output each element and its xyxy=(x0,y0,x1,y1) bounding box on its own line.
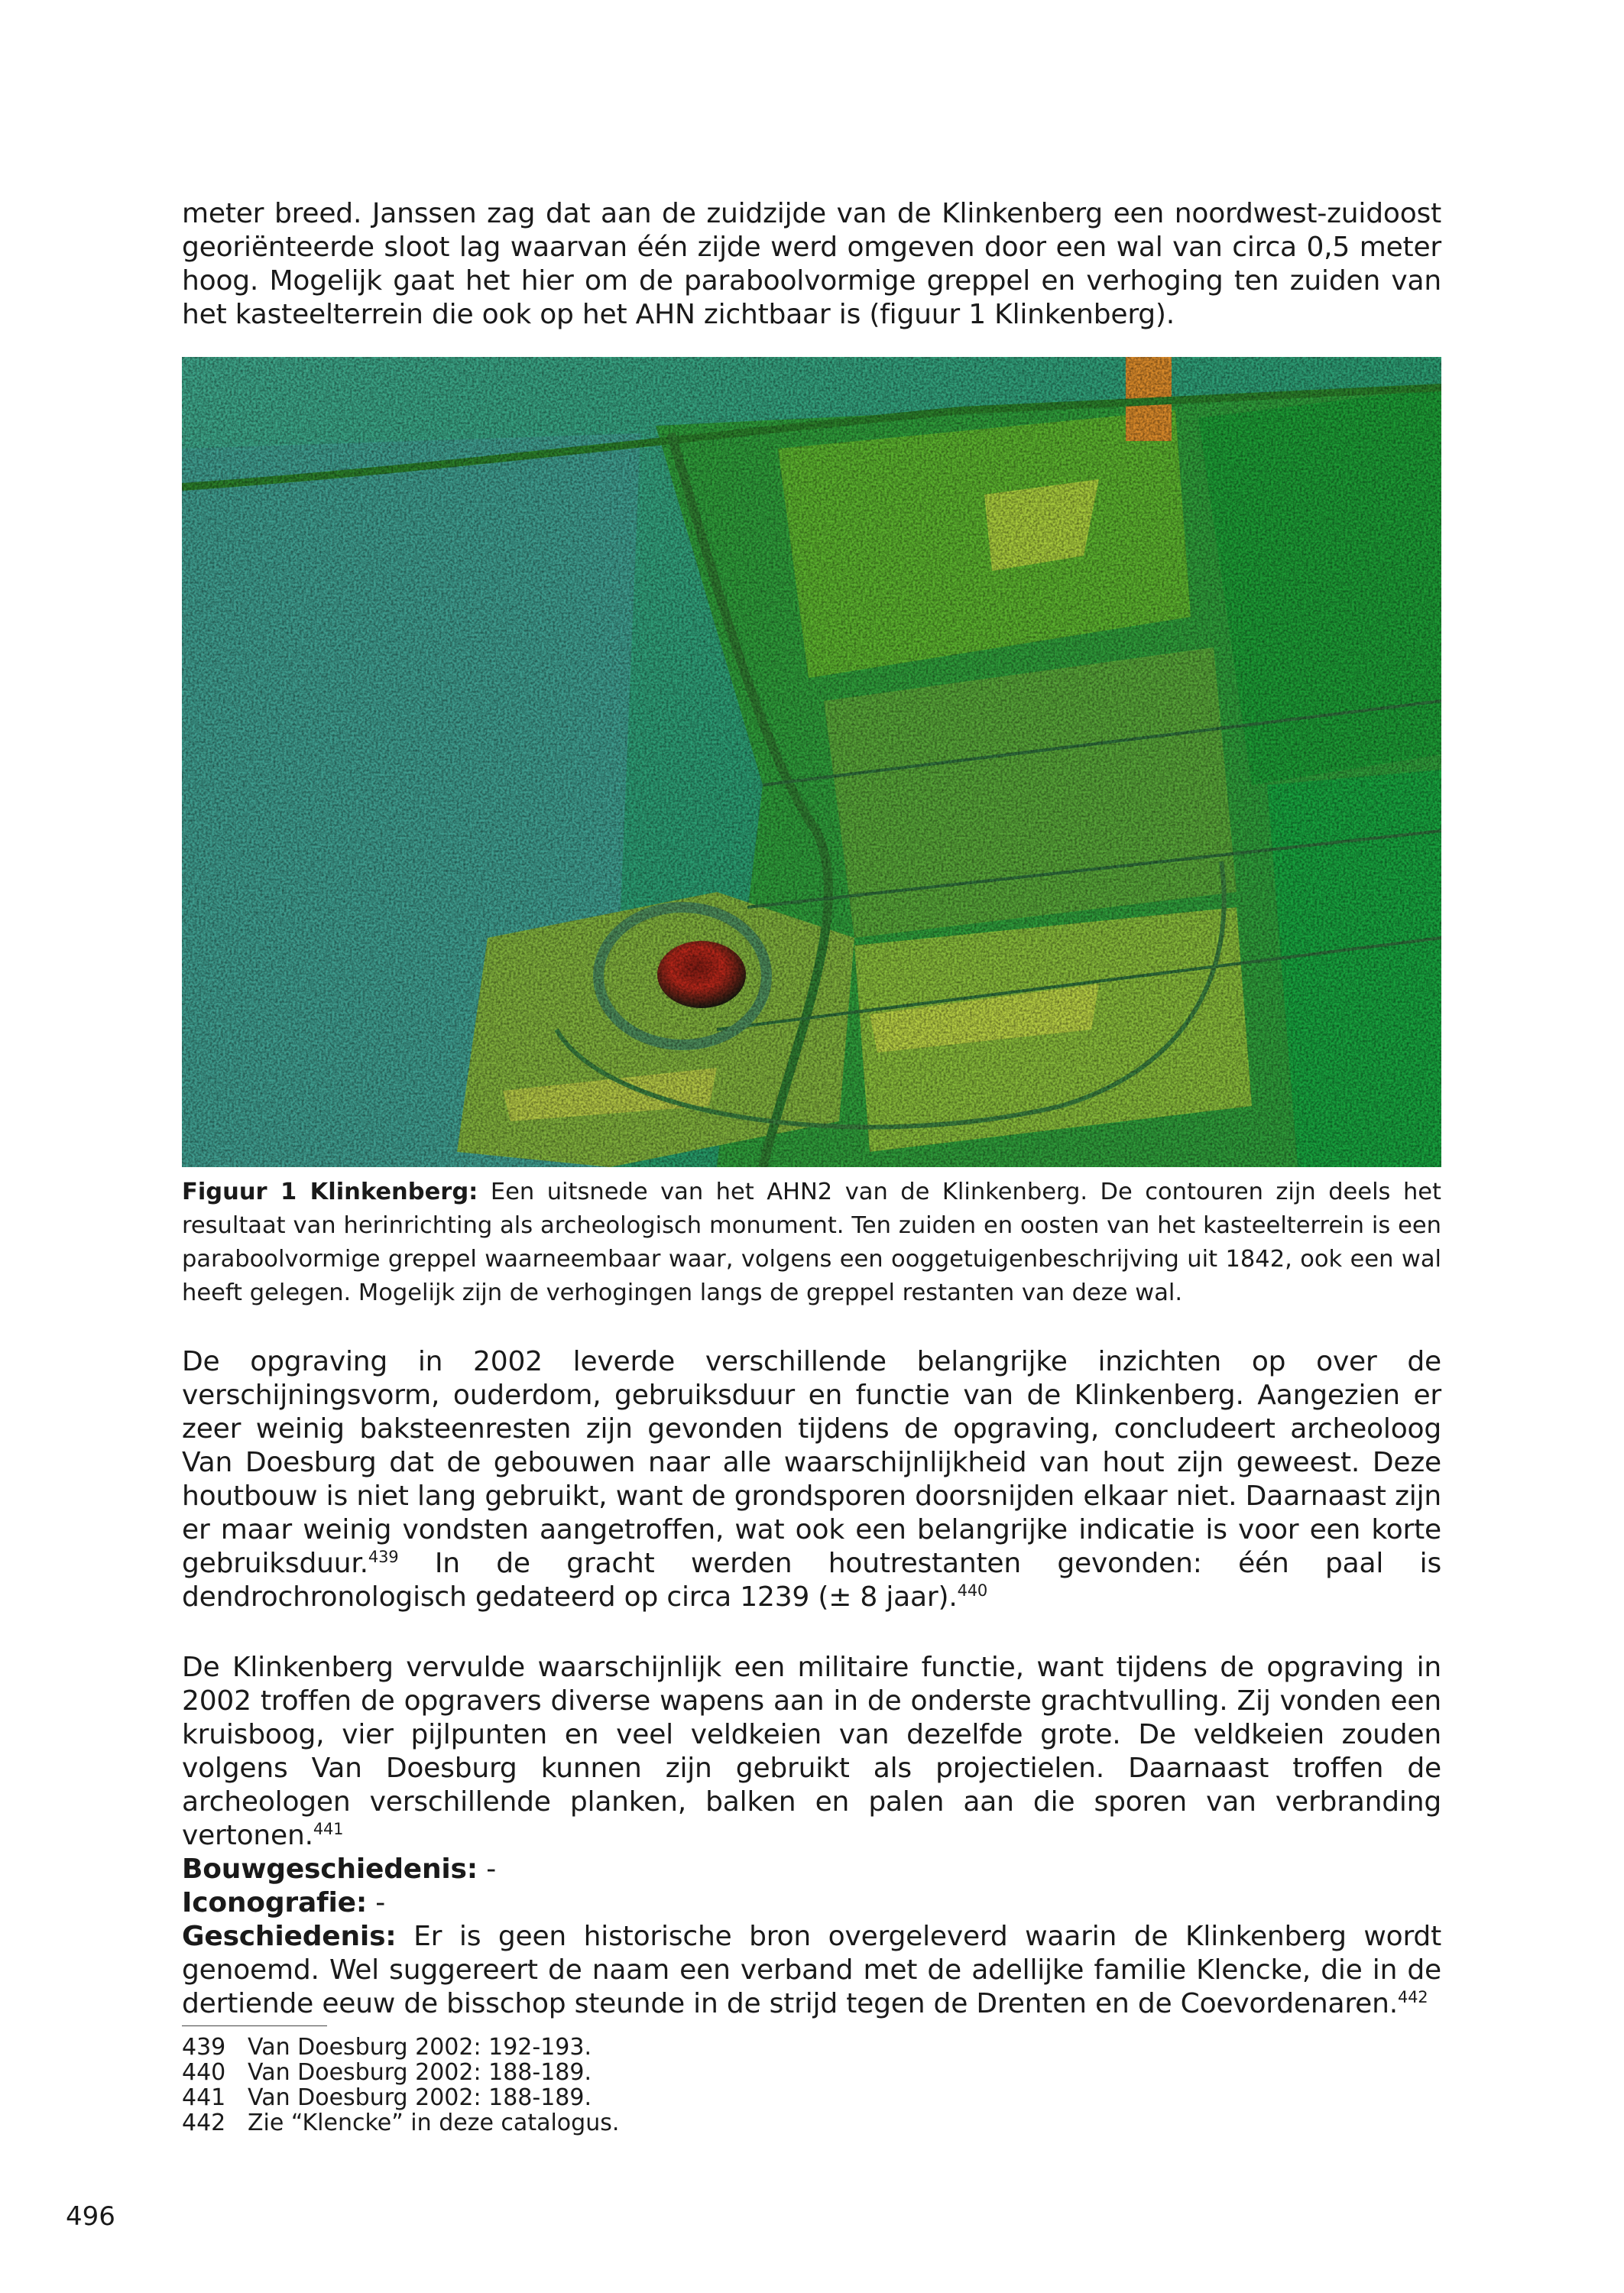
footnote xyxy=(182,2035,592,2060)
figure-caption xyxy=(182,1176,1441,1310)
paragraph-3-text: De Klinkenberg vervulde waarschijnlijk een militaire functie, want tijdens de opgraving in 2002 troffen de opgravers diverse wapens aan in de onderste grachtvulling. Zij vonden een kruisboog, vier pijlpunten en veel veldkeien van dezelfde grote. De veldkeien zouden volgens Van Doesburg kunnen zijn gebruikt als projectielen. Daarnaast troffen de archeologen verschillende planken, balken en palen aan die sporen van verbranding vertonen. xyxy=(182,1652,1441,1851)
iconografie-value: - xyxy=(367,1887,386,1918)
figure-label: Figuur 1 Klinkenberg: xyxy=(182,1179,478,1205)
footnote-number: 440 xyxy=(182,2059,226,2086)
bouwgeschiedenis-line xyxy=(182,1853,1441,1886)
footnote xyxy=(182,2085,592,2110)
paragraph-2-text-b: In de gracht werden houtrestanten gevonden: één paal is dendrochronologisch gedateerd op circa 1239 (± 8 jaar). xyxy=(182,1548,1441,1613)
geschiedenis-text: Er is geen historische bron overgeleverd waarin de Klinkenberg wordt genoemd. Wel suggereert de naam een verband met de adellijke familie Klencke, die in de dertiende eeuw de bisschop steunde in de strijd tegen de Drenten en de Coevordenaren. xyxy=(182,1921,1441,2019)
paragraph-2-text-a: De opgraving in 2002 leverde verschillende belangrijke inzichten op over de verschijningsvorm, ouderdom, gebruiksduur en functie van de Klinkenberg. Aangezien er zeer weinig baksteenresten zijn gevonden tijdens de opgraving, concludeert archeoloog Van Doesburg dat de gebouwen naar alle waarschijnlijkheid van hout zijn geweest. Deze houtbouw is niet lang gebruikt, want de grondsporen doorsnijden elkaar niet. Daarnaast zijn er maar weinig vondsten aangetroffen, wat ook een belangrijke indicatie is voor een korte gebruiksduur. xyxy=(182,1346,1441,1579)
intro-paragraph: meter breed. Janssen zag dat aan de zuidzijde van de Klinkenberg een noordwest-zuidoost georiënteerde sloot lag waarvan één zijde werd omgeven door een wal van circa 0,5 meter hoog. Mogelijk gaat het hier om de paraboolvormige greppel en verhoging ten zuiden van het kasteelterrein die ook op het AHN zichtbaar is (figuur 1 Klinkenberg). xyxy=(182,198,1441,330)
figure-caption-block xyxy=(182,1176,1441,1310)
footnote-number: 441 xyxy=(182,2084,226,2111)
paragraph-3-block xyxy=(182,1651,1441,2021)
footnote xyxy=(182,2060,592,2085)
page-number: 496 xyxy=(66,2201,115,2232)
bouwgeschiedenis-value: - xyxy=(477,1854,497,1885)
footnote-ref-442: 442 xyxy=(1397,1988,1428,2006)
intro-paragraph-block xyxy=(182,197,1441,332)
figure-caption-text: Een uitsnede van het AHN2 van de Klinkenberg. De contouren zijn deels het resultaat van herinrichting als archeologisch monument. Ten zuiden en oosten van het kasteelterrein is een paraboolvormige greppel waarneembaar waar, volgens een ooggetuigenbeschrijving uit 1842, ook een wal heeft gelegen. Mogelijk zijn de verhogingen langs de greppel restanten van deze wal. xyxy=(182,1179,1441,1306)
geschiedenis-label: Geschiedenis: xyxy=(182,1921,397,1952)
paragraph-2 xyxy=(182,1345,1441,1614)
footnote-ref-439: 439 xyxy=(368,1548,399,1566)
footnote-number: 439 xyxy=(182,2034,226,2061)
footnote-text: Van Doesburg 2002: 188-189. xyxy=(248,2084,592,2111)
footnote xyxy=(182,2110,619,2136)
footnote-separator xyxy=(182,2025,327,2026)
ahn-elevation-map-figure xyxy=(182,357,1441,1167)
bouwgeschiedenis-label: Bouwgeschiedenis: xyxy=(182,1854,478,1885)
iconografie-line xyxy=(182,1886,1441,1920)
footnote-text: Van Doesburg 2002: 192-193. xyxy=(248,2034,592,2061)
paragraph-2-block xyxy=(182,1345,1441,1614)
footnote-ref-441: 441 xyxy=(313,1820,344,1838)
paragraph-3 xyxy=(182,1651,1441,1853)
iconografie-label: Iconografie: xyxy=(182,1887,368,1918)
footnote-text: Zie “Klencke” in deze catalogus. xyxy=(248,2110,620,2136)
geschiedenis-paragraph xyxy=(182,1920,1441,2021)
footnote-text: Van Doesburg 2002: 188-189. xyxy=(248,2059,592,2086)
elevation-map-image xyxy=(182,357,1441,1167)
footnote-ref-440: 440 xyxy=(957,1581,988,1600)
footnote-number: 442 xyxy=(182,2110,226,2136)
